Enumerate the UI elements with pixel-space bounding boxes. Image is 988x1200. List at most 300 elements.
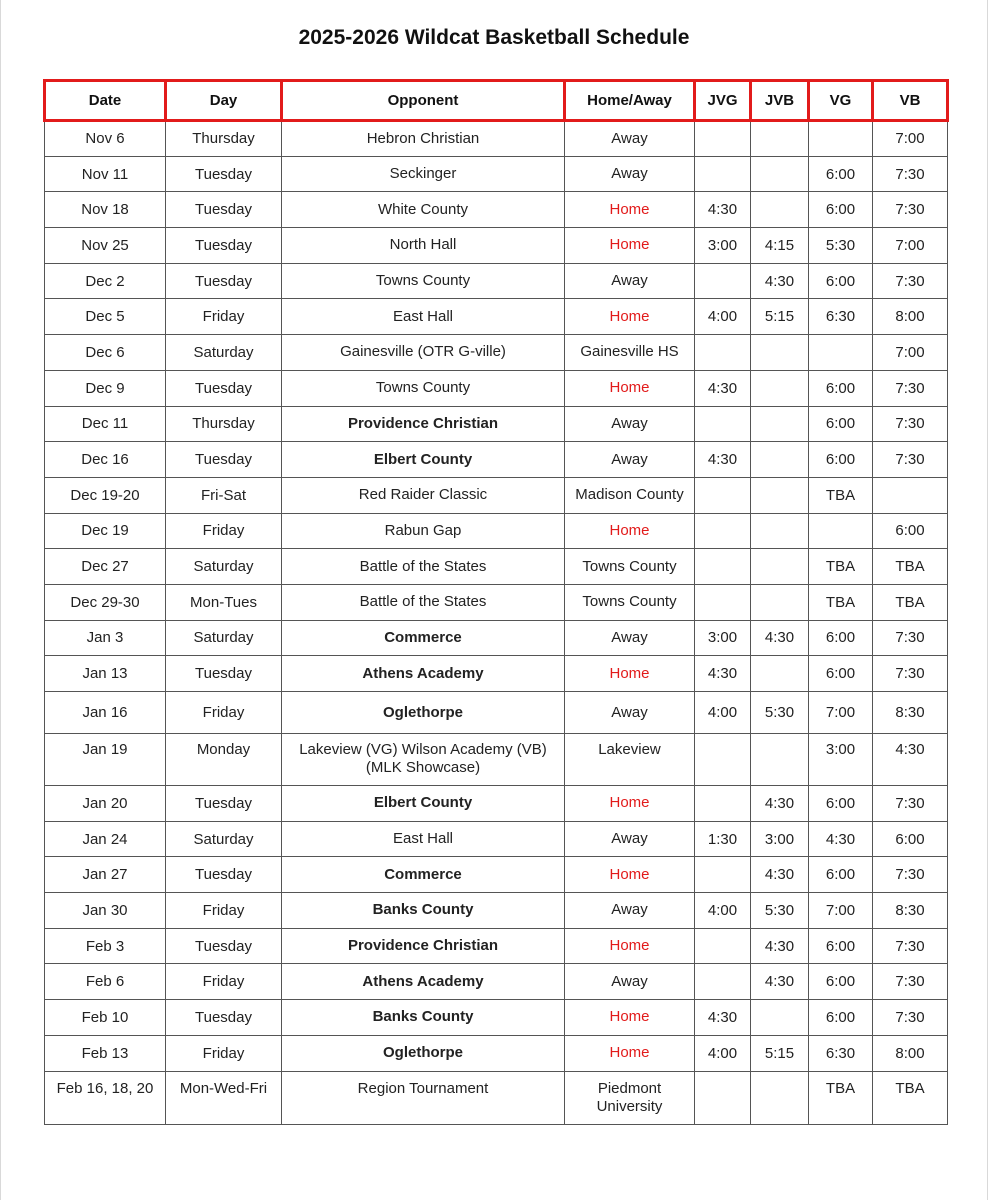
location-cell-line: Home [609,379,650,397]
day-cell: Saturday [166,549,282,585]
vg-time-cell: 6:00 [809,370,873,406]
location-cell-line: Home [609,236,650,254]
date-cell: Nov 18 [45,192,166,228]
opponent-cell [282,513,565,549]
vb-time-cell: 8:30 [873,692,948,734]
schedule-row [45,821,948,857]
opponent-cell [282,1000,565,1036]
schedule-table [43,79,949,1125]
opponent-cell [282,656,565,692]
location-cell-line: Away [611,901,648,919]
header-vb: VB [873,81,948,121]
opponent-cell [282,1035,565,1071]
location-cell [565,406,695,442]
opponent-cell [282,263,565,299]
vb-time-cell: 7:00 [873,121,948,157]
jvb-time-cell: 4:30 [751,857,809,893]
jvg-time-cell: 1:30 [695,821,751,857]
location-cell [565,734,695,786]
opponent-cell [282,857,565,893]
jvb-time-cell: 4:30 [751,928,809,964]
day-cell: Tuesday [166,928,282,964]
schedule-row [45,370,948,406]
day-cell: Saturday [166,620,282,656]
location-cell-line: Away [611,272,648,290]
jvg-time-cell: 4:30 [695,442,751,478]
vg-time-cell: 6:00 [809,156,873,192]
header-jvb: JVB [751,81,809,121]
vb-time-cell: 4:30 [873,734,948,786]
header-date: Date [45,81,166,121]
day-cell: Friday [166,299,282,335]
day-cell: Saturday [166,335,282,371]
schedule-row [45,786,948,822]
vg-time-cell [809,335,873,371]
opponent-cell-line: East Hall [392,307,454,325]
date-cell: Feb 6 [45,964,166,1000]
opponent-cell-line: Rabun Gap [384,521,462,539]
schedule-row [45,1000,948,1036]
jvg-time-cell [695,1071,751,1124]
opponent-cell-line: Lakeview (VG) Wilson Academy (VB) [299,741,547,758]
schedule-row [45,442,948,478]
jvb-time-cell [751,1000,809,1036]
jvb-time-cell: 4:30 [751,620,809,656]
location-cell-line: University [596,1097,663,1115]
vg-time-cell: 6:30 [809,299,873,335]
schedule-row [45,406,948,442]
vb-time-cell: 7:30 [873,370,948,406]
opponent-cell-line: Red Raider Classic [358,486,488,504]
opponent-cell-line: Towns County [375,272,471,290]
vb-time-cell: 7:30 [873,620,948,656]
jvg-time-cell [695,734,751,786]
opponent-cell [282,477,565,513]
jvg-time-cell: 4:30 [695,192,751,228]
date-cell: Jan 30 [45,893,166,929]
location-cell [565,857,695,893]
date-cell: Jan 20 [45,786,166,822]
schedule-row [45,335,948,371]
day-cell: Mon-Tues [166,584,282,620]
location-cell-line: Towns County [582,593,677,611]
location-cell [565,786,695,822]
jvb-time-cell [751,156,809,192]
day-cell: Thursday [166,406,282,442]
location-cell-line: Away [611,414,648,432]
location-cell-line: Home [609,307,650,325]
opponent-cell-line: Region Tournament [357,1079,489,1097]
vg-time-cell [809,121,873,157]
schedule-row [45,1071,948,1124]
day-cell: Tuesday [166,228,282,264]
date-cell: Jan 24 [45,821,166,857]
jvg-time-cell [695,406,751,442]
jvb-time-cell: 4:30 [751,786,809,822]
location-cell-line: Madison County [575,486,684,504]
page-title: 2025-2026 Wildcat Basketball Schedule [298,26,690,49]
jvg-time-cell: 4:00 [695,1035,751,1071]
opponent-cell [282,692,565,734]
opponent-cell-line: Towns County [375,379,471,397]
vb-time-cell: 8:30 [873,893,948,929]
opponent-cell [282,786,565,822]
location-cell [565,821,695,857]
opponent-cell-line: Athens Academy [362,972,484,990]
location-cell [565,1000,695,1036]
header-opponent: Opponent [282,81,565,121]
jvb-time-cell [751,442,809,478]
location-cell [565,335,695,371]
schedule-row [45,857,948,893]
jvb-time-cell [751,477,809,513]
jvg-time-cell [695,121,751,157]
opponent-cell [282,192,565,228]
location-cell-line: Away [611,165,648,183]
jvb-time-cell [751,734,809,786]
location-cell-line: Piedmont [597,1079,662,1097]
vg-time-cell: TBA [809,1071,873,1124]
vg-time-cell: 6:00 [809,656,873,692]
opponent-cell-line: Providence Christian [347,414,499,432]
location-cell-line: Towns County [582,557,677,575]
vg-time-cell: 7:00 [809,692,873,734]
jvb-time-cell [751,1071,809,1124]
jvb-time-cell: 5:15 [751,299,809,335]
day-cell: Tuesday [166,1000,282,1036]
vg-time-cell: TBA [809,584,873,620]
header-row [45,81,948,121]
vg-time-cell: 7:00 [809,893,873,929]
location-cell-line: Home [609,1044,650,1062]
opponent-cell [282,620,565,656]
opponent-cell-line: Banks County [372,1008,474,1026]
location-cell-line: Lakeview [598,741,661,758]
schedule-row [45,1035,948,1071]
vg-time-cell: 3:00 [809,734,873,786]
vb-time-cell: 8:00 [873,299,948,335]
vg-time-cell: 6:00 [809,964,873,1000]
date-cell: Jan 13 [45,656,166,692]
location-cell-line: Away [611,972,648,990]
day-cell: Friday [166,964,282,1000]
opponent-cell-line: Oglethorpe [382,1044,463,1062]
day-cell: Friday [166,893,282,929]
location-cell [565,549,695,585]
vg-time-cell: 6:00 [809,928,873,964]
vg-time-cell: 6:00 [809,620,873,656]
day-cell: Tuesday [166,786,282,822]
location-cell [565,121,695,157]
vg-time-cell: 6:30 [809,1035,873,1071]
opponent-cell-line: Athens Academy [362,664,484,682]
location-cell [565,964,695,1000]
jvg-time-cell [695,477,751,513]
jvg-time-cell [695,786,751,822]
date-cell: Jan 19 [45,734,166,786]
jvg-time-cell [695,513,751,549]
location-cell [565,156,695,192]
jvg-time-cell [695,263,751,299]
schedule-body [45,121,948,1125]
schedule-row [45,620,948,656]
vb-time-cell: 7:30 [873,786,948,822]
schedule-row [45,692,948,734]
jvg-time-cell: 4:30 [695,656,751,692]
day-cell: Saturday [166,821,282,857]
jvb-time-cell: 4:30 [751,964,809,1000]
schedule-row [45,656,948,692]
schedule-row [45,121,948,157]
jvb-time-cell [751,513,809,549]
location-cell-line: Away [611,830,648,848]
vg-time-cell: TBA [809,477,873,513]
jvg-time-cell [695,857,751,893]
vb-time-cell: 7:00 [873,335,948,371]
schedule-row [45,734,948,786]
vb-time-cell: 7:30 [873,263,948,299]
opponent-cell [282,549,565,585]
schedule-row [45,964,948,1000]
opponent-cell [282,734,565,786]
jvg-time-cell [695,964,751,1000]
jvb-time-cell: 4:30 [751,263,809,299]
opponent-cell-line: North Hall [389,236,457,254]
date-cell: Feb 13 [45,1035,166,1071]
opponent-cell [282,370,565,406]
opponent-cell-line: Battle of the States [359,593,487,611]
location-cell [565,656,695,692]
opponent-cell [282,893,565,929]
vb-time-cell: 7:30 [873,857,948,893]
vb-time-cell: 7:30 [873,928,948,964]
date-cell: Dec 6 [45,335,166,371]
jvb-time-cell: 5:30 [751,692,809,734]
vb-time-cell: 7:30 [873,442,948,478]
jvg-time-cell [695,549,751,585]
jvg-time-cell: 4:00 [695,893,751,929]
location-cell [565,370,695,406]
jvb-time-cell [751,656,809,692]
schedule-row [45,549,948,585]
schedule-row [45,513,948,549]
opponent-cell-line: (MLK Showcase) [365,759,481,776]
location-cell-line: Home [609,200,650,218]
opponent-cell [282,821,565,857]
location-cell-line: Away [611,628,648,646]
opponent-cell-line: Providence Christian [347,937,499,955]
opponent-cell-line: Seckinger [389,165,457,183]
day-cell: Tuesday [166,857,282,893]
opponent-cell [282,442,565,478]
vb-time-cell: TBA [873,549,948,585]
schedule-row [45,299,948,335]
location-cell-line: Gainesville HS [580,343,679,361]
day-cell: Friday [166,692,282,734]
day-cell: Fri-Sat [166,477,282,513]
location-cell-line: Home [609,664,650,682]
day-cell: Tuesday [166,442,282,478]
vg-time-cell: 5:30 [809,228,873,264]
day-cell: Thursday [166,121,282,157]
opponent-cell [282,964,565,1000]
location-cell-line: Home [609,794,650,812]
location-cell-line: Away [611,450,648,468]
location-cell [565,442,695,478]
schedule-row [45,893,948,929]
location-cell [565,263,695,299]
vg-time-cell: 4:30 [809,821,873,857]
vg-time-cell: TBA [809,549,873,585]
day-cell: Friday [166,1035,282,1071]
vb-time-cell: 7:30 [873,656,948,692]
opponent-cell [282,156,565,192]
vb-time-cell: 6:00 [873,821,948,857]
vg-time-cell: 6:00 [809,857,873,893]
vg-time-cell: 6:00 [809,442,873,478]
jvg-time-cell: 4:30 [695,1000,751,1036]
vg-time-cell: 6:00 [809,263,873,299]
opponent-cell [282,228,565,264]
date-cell: Jan 16 [45,692,166,734]
opponent-cell-line: Elbert County [373,450,473,468]
vb-time-cell: 7:00 [873,228,948,264]
opponent-cell-line: Hebron Christian [366,129,480,147]
date-cell: Nov 6 [45,121,166,157]
date-cell: Feb 16, 18, 20 [45,1071,166,1124]
location-cell-line: Away [611,129,648,147]
date-cell: Dec 29-30 [45,584,166,620]
header-day: Day [166,81,282,121]
jvb-time-cell: 5:15 [751,1035,809,1071]
vb-time-cell: TBA [873,584,948,620]
jvb-time-cell [751,584,809,620]
header-home-away: Home/Away [565,81,695,121]
location-cell-line: Home [609,865,650,883]
date-cell: Nov 25 [45,228,166,264]
day-cell: Tuesday [166,192,282,228]
jvg-time-cell: 3:00 [695,228,751,264]
jvb-time-cell [751,549,809,585]
opponent-cell [282,584,565,620]
location-cell-line: Home [609,1008,650,1026]
date-cell: Dec 9 [45,370,166,406]
date-cell: Dec 11 [45,406,166,442]
location-cell [565,192,695,228]
day-cell: Friday [166,513,282,549]
date-cell: Feb 3 [45,928,166,964]
opponent-cell [282,121,565,157]
page-edge-left [0,0,1,1200]
vg-time-cell: 6:00 [809,1000,873,1036]
location-cell [565,1071,695,1124]
jvb-time-cell [751,192,809,228]
day-cell: Tuesday [166,656,282,692]
vb-time-cell: TBA [873,1071,948,1124]
schedule-row [45,228,948,264]
day-cell: Tuesday [166,263,282,299]
opponent-cell-line: White County [377,200,469,218]
date-cell: Dec 19-20 [45,477,166,513]
opponent-cell-line: Banks County [372,901,474,919]
vg-time-cell: 6:00 [809,406,873,442]
date-cell: Dec 16 [45,442,166,478]
opponent-cell-line: Elbert County [373,794,473,812]
vb-time-cell: 7:30 [873,156,948,192]
location-cell [565,584,695,620]
date-cell: Jan 27 [45,857,166,893]
jvg-time-cell [695,156,751,192]
schedule-row [45,192,948,228]
date-cell: Dec 2 [45,263,166,299]
vb-time-cell: 7:30 [873,406,948,442]
jvg-time-cell: 4:00 [695,299,751,335]
vb-time-cell: 8:00 [873,1035,948,1071]
location-cell [565,477,695,513]
opponent-cell [282,1071,565,1124]
header-jvg: JVG [695,81,751,121]
day-cell: Mon-Wed-Fri [166,1071,282,1124]
date-cell: Jan 3 [45,620,166,656]
date-cell: Dec 5 [45,299,166,335]
vb-time-cell: 7:30 [873,1000,948,1036]
opponent-cell [282,335,565,371]
day-cell: Tuesday [166,370,282,406]
jvg-time-cell: 3:00 [695,620,751,656]
schedule-row [45,928,948,964]
jvg-time-cell [695,584,751,620]
jvg-time-cell: 4:00 [695,692,751,734]
schedule-row [45,263,948,299]
opponent-cell [282,299,565,335]
schedule-row [45,477,948,513]
location-cell [565,1035,695,1071]
day-cell: Tuesday [166,156,282,192]
jvb-time-cell: 5:30 [751,893,809,929]
day-cell: Monday [166,734,282,786]
vg-time-cell: 6:00 [809,786,873,822]
jvg-time-cell [695,928,751,964]
vb-time-cell: 7:30 [873,192,948,228]
jvb-time-cell: 4:15 [751,228,809,264]
jvb-time-cell: 3:00 [751,821,809,857]
vg-time-cell: 6:00 [809,192,873,228]
opponent-cell-line: Gainesville (OTR G-ville) [340,343,506,361]
location-cell-line: Home [609,937,650,955]
vg-time-cell [809,513,873,549]
jvb-time-cell [751,121,809,157]
vb-time-cell: 6:00 [873,513,948,549]
date-cell: Dec 19 [45,513,166,549]
vb-time-cell: 7:30 [873,964,948,1000]
location-cell-line: Away [611,703,648,721]
opponent-cell [282,928,565,964]
location-cell [565,692,695,734]
jvb-time-cell [751,335,809,371]
location-cell [565,893,695,929]
opponent-cell-line: Commerce [384,628,462,646]
opponent-cell-line: East Hall [392,830,454,848]
opponent-cell-line: Battle of the States [359,557,487,575]
jvg-time-cell: 4:30 [695,370,751,406]
date-cell: Feb 10 [45,1000,166,1036]
location-cell [565,299,695,335]
date-cell: Dec 27 [45,549,166,585]
schedule-row [45,156,948,192]
location-cell [565,928,695,964]
vb-time-cell [873,477,948,513]
location-cell [565,620,695,656]
